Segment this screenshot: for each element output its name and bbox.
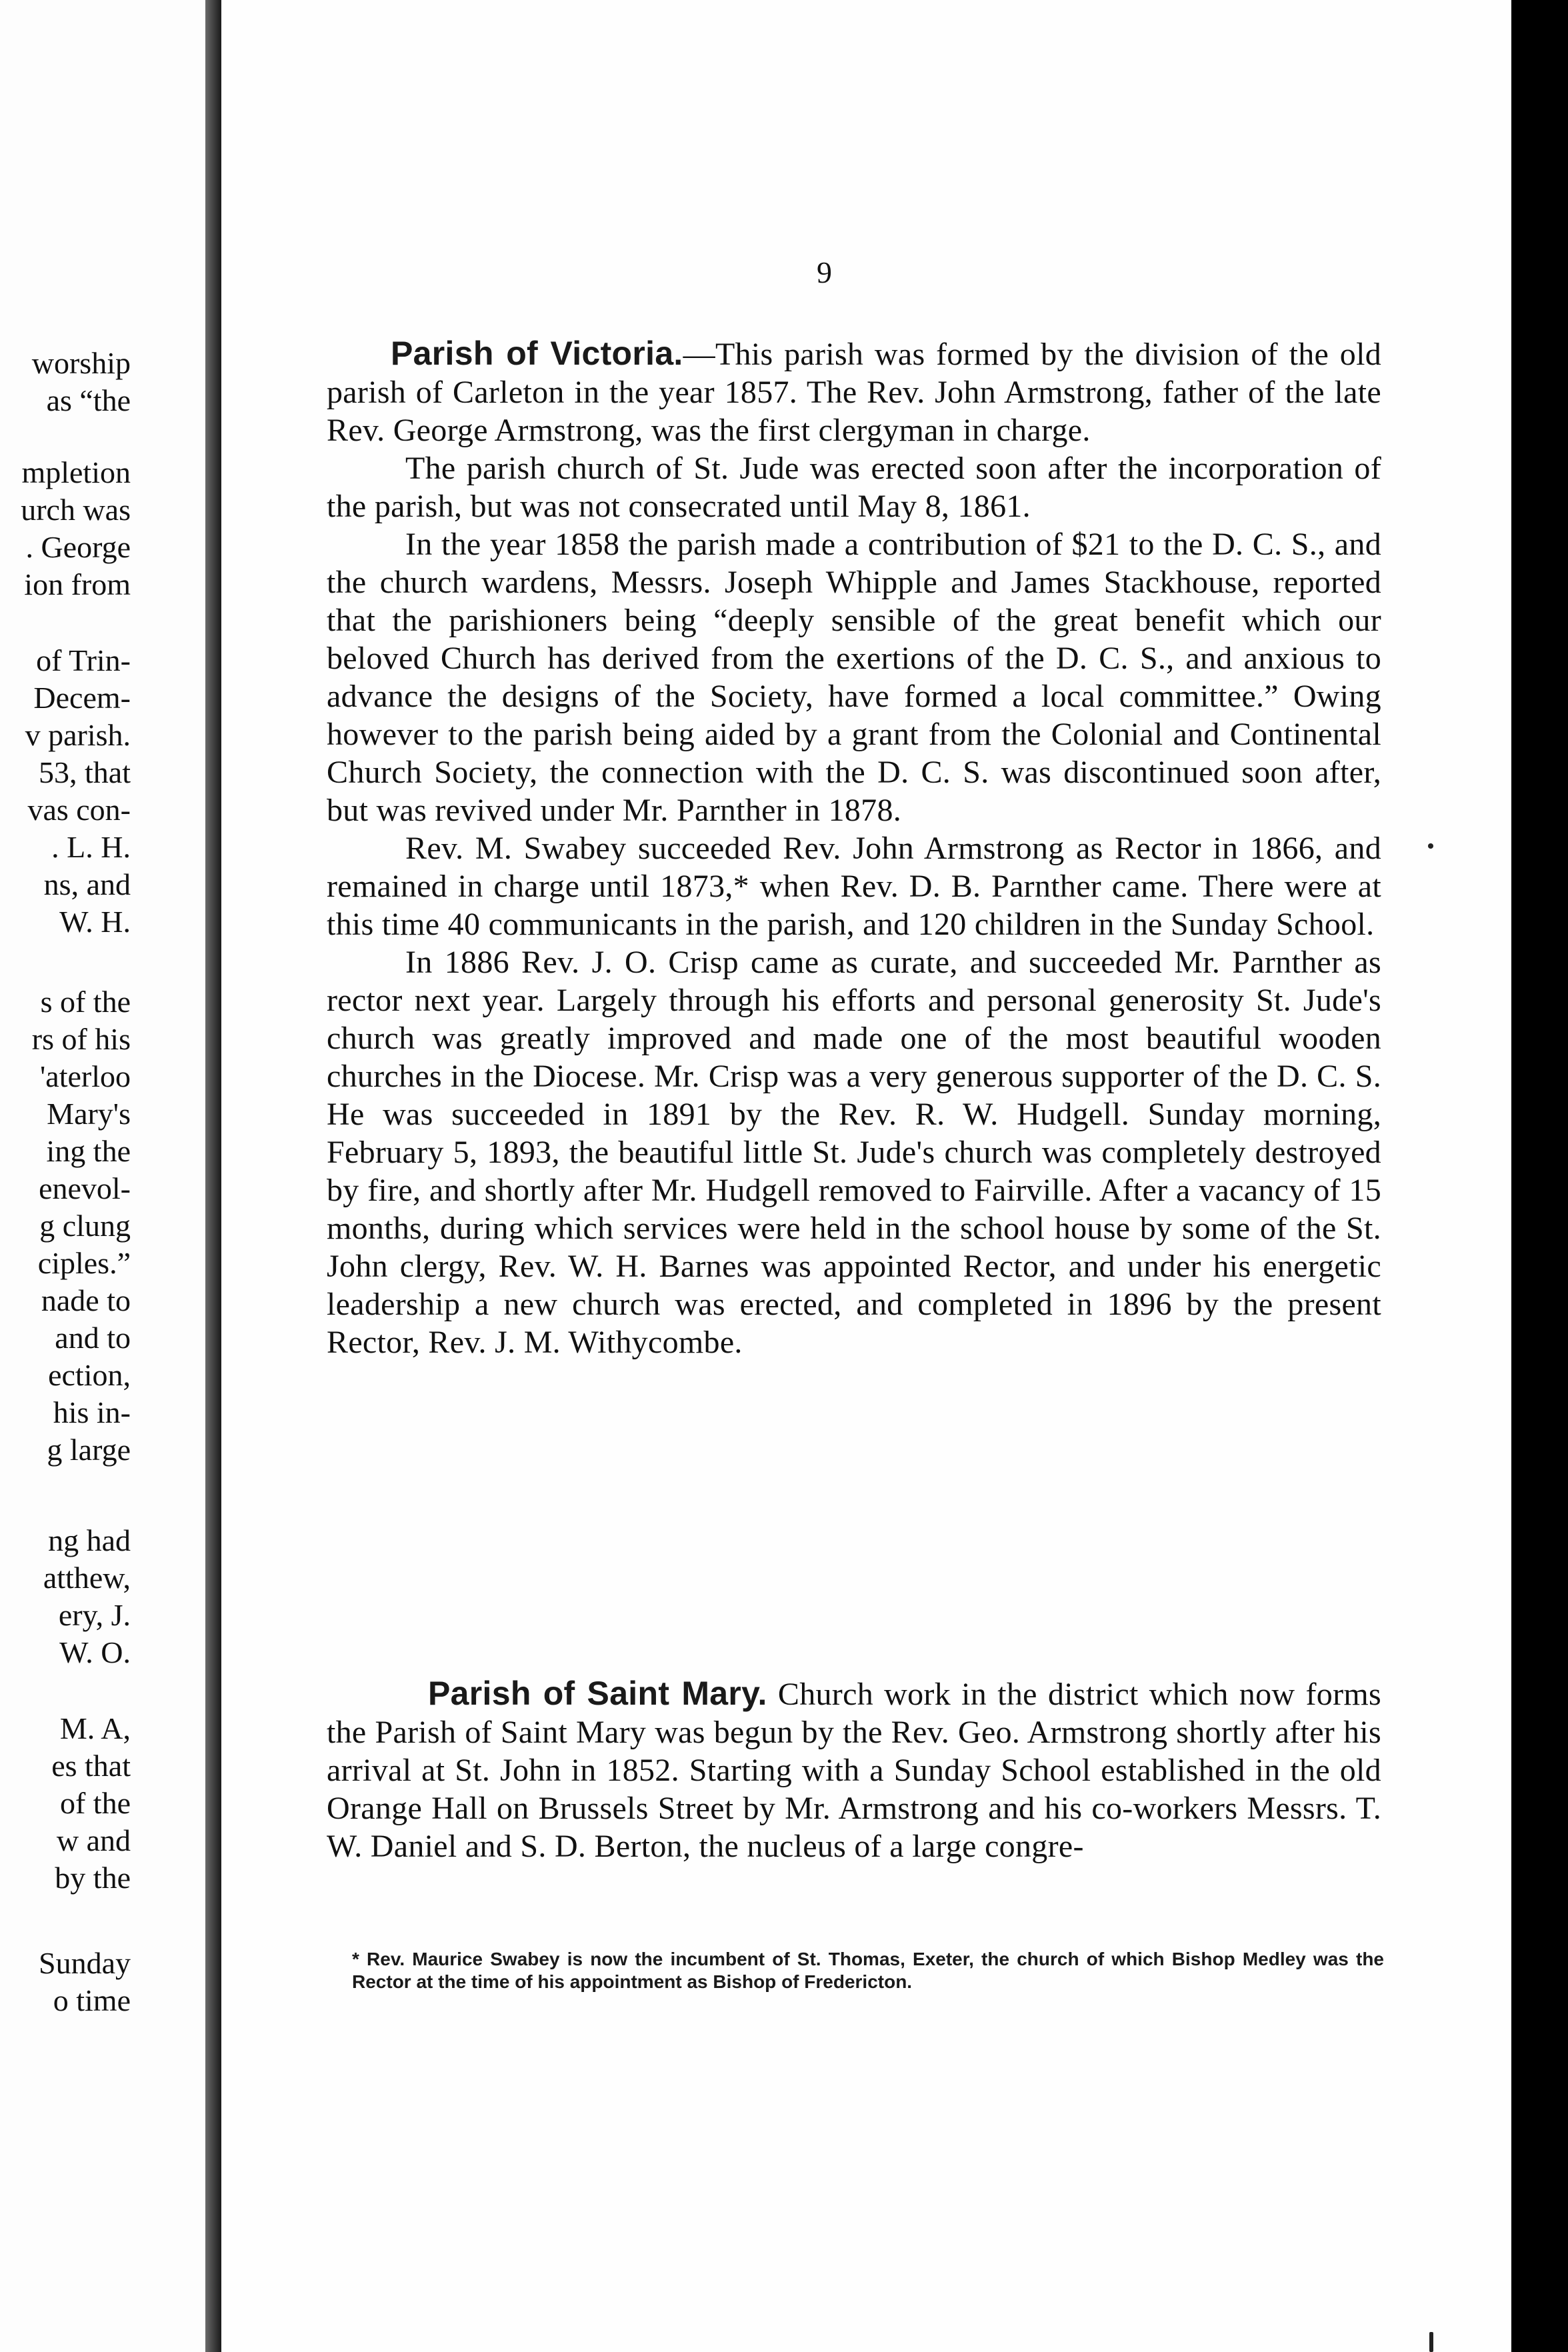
facing-page-line: worship [31,346,131,380]
paragraph: In the year 1858 the parish made a contribution of $21 to the D. C. S., and the church wardens, Messrs. Joseph Whipple and James Stackhouse, reported that the parishioners being “deeply sensible of the great benefit which our beloved Church has derived from the exertions of the D. C. S., and anxious to advance the designs of the Society, have formed a local committee.” Owing however to the parish being aided by a grant from the Colonial and Continental Church Society, the connection with the D. C. S. was discontinued soon after, but was revived under Mr. Parnther in 1878. [327,527,1381,828]
facing-page-line: ery, J. [58,1598,131,1632]
facing-page-line: s of the [40,985,131,1019]
parish-of-victoria-section [327,335,1381,1361]
paragraph: The parish church of St. Jude was erected soon after the incorporation of the parish, but was not consecrated until May 8, 1861. [327,451,1381,524]
scan-border [1511,0,1568,2352]
paragraph: In 1886 Rev. J. O. Crisp came as curate, and succeeded Mr. Parnther as rector next year. Largely through his efforts and personal generosity St. Jude's church was greatly improved and made one of the most beautiful wooden churches in the Diocese. Mr. Crisp was a very generous supporter of the D. C. S. He was succeeded in 1891 by the Rev. R. W. Hudgell. Sunday morning, February 5, 1893, the beautiful little St. Jude's church was completely destroyed by fire, and shortly after Mr. Hudgell removed to Fairville. After a vacancy of 15 months, during which services were held in the school house by some of the St. John clergy, Rev. W. H. Barnes was appointed Rector, and under his energetic leadership a new church was erected, and completed in 1896 by the present Rector, Rev. J. M. Withycombe. [327,945,1381,1360]
facing-page-line: ns, and [43,867,131,901]
page-number: 9 [817,255,832,289]
facing-page-line: Sunday [39,1946,131,1980]
section-heading: Parish of Saint Mary. [428,1675,767,1712]
facing-page-line: vas con- [27,793,131,827]
facing-page-line: of Trin- [36,643,131,677]
facing-page [0,0,205,2352]
facing-page-line: M. A, [59,1711,131,1745]
paragraph-text: Church work in the district which now forms the Parish of Saint Mary was begun by the Rev. Geo. Armstrong shortly after his arrival at St. John in 1852. Starting with a Sunday School established in the old Orange Hall on Brussels Street by Mr. Armstrong and his co-workers Messrs. T. W. Daniel and S. D. Berton, the nucleus of a large congre- [327,1677,1381,1864]
facing-page-line: o time [53,1983,131,2017]
facing-page-line: mpletion [21,455,131,489]
facing-page-line: rs of his [31,1022,131,1056]
facing-page-line: ing the [46,1134,131,1168]
paragraph [327,1675,1381,1865]
footnote: * Rev. Maurice Swabey is now the incumbent of St. Thomas, Exeter, the church of which Bishop Medley was the Rector at the time of his appointment as Bishop of Fredericton. [352,1949,1384,1992]
facing-page-line: Decem- [33,681,131,715]
facing-page-line: . L. H. [51,830,131,864]
ink-speck [1428,843,1433,849]
facing-page-line: his in- [53,1395,131,1429]
facing-page-line: urch was [21,493,131,527]
facing-page-line: 'aterloo [39,1059,131,1093]
facing-page-line: by the [55,1861,131,1895]
facing-page-line: atthew, [43,1561,131,1595]
facing-page-line: of the [59,1786,131,1820]
paragraph-text: —This parish was formed by the division of the old parish of Carleton in the year 1857. The Rev. John Armstrong, father of the late Rev. George Armstrong, was the first clergyman in charge. [327,337,1382,448]
paragraph: Rev. M. Swabey succeeded Rev. John Armstrong as Rector in 1866, and remained in charge until 1873,* when Rev. D. B. Parnther came. There were at this time 40 communicants in the parish, and 120 children in the Sunday School. [327,831,1381,942]
facing-page-line: and to [55,1321,131,1355]
facing-page-line: 53, that [39,755,131,789]
facing-page-line: g clung [39,1209,131,1243]
facing-page-line: es that [51,1749,131,1783]
facing-page-line: ion from [24,567,131,601]
paragraph [327,335,1381,449]
ink-mark [1429,2332,1433,2352]
facing-page-line: W. O. [59,1635,131,1669]
facing-page-line: w and [56,1823,131,1857]
facing-page-line: . George [25,530,131,564]
facing-page-line: enevol- [39,1171,131,1205]
facing-page-line: nade to [41,1283,131,1317]
parish-of-saint-mary-section [327,1675,1381,1865]
facing-page-line: ng had [48,1523,131,1557]
facing-page-line: as “the [46,383,131,417]
facing-page-line: W. H. [59,905,131,939]
facing-page-line: v parish. [25,718,131,752]
facing-page-line: Mary's [47,1097,131,1131]
facing-page-line: g large [47,1433,131,1467]
facing-page-line: ciples.” [37,1246,131,1280]
book-gutter [205,0,221,2352]
facing-page-line: ection, [48,1358,131,1392]
section-heading: Parish of Victoria. [391,335,683,372]
